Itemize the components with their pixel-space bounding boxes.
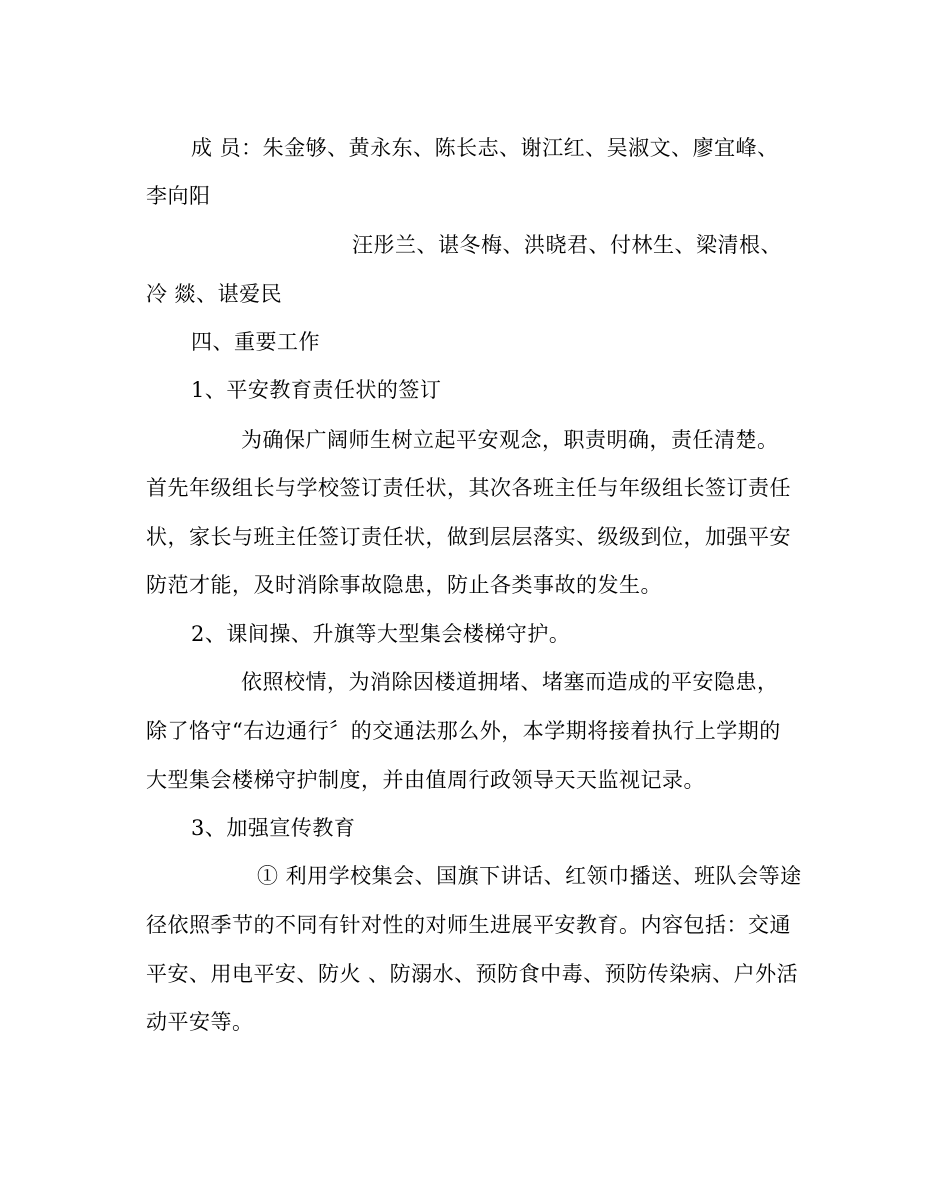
- item-1-heading: 1、平安教育责任状的签订: [191, 378, 442, 402]
- item-2-heading: 2、课间操、升旗等大型集会楼梯守护。: [191, 622, 571, 646]
- members-line-3: 汪彤兰、谌冬梅、洪晓君、付林生、梁清根、: [352, 233, 782, 257]
- item-2-paragraph-line-2: 除了恪守“右边通行〞的交通法那么外，本学期将接着执行上学期的: [146, 719, 781, 743]
- item-3-paragraph-line-4: 动平安等。: [146, 1010, 254, 1034]
- item-3-paragraph-line-1: ① 利用学校集会、国旗下讲话、红领巾播送、班队会等途: [257, 864, 802, 888]
- item-1-paragraph-line-4: 防范才能，及时消除事故隐患，防止各类事故的发生。: [146, 573, 662, 597]
- section-heading: 四、重要工作: [191, 330, 320, 354]
- members-line-4: 冷 燚、谌爱民: [146, 282, 283, 306]
- item-3-paragraph-line-3: 平安、用电平安、防火 、防溺水、预防食中毒、预防传染病、户外活: [146, 962, 799, 986]
- item-1-paragraph-line-2: 首先年级组长与学校签订责任状，其次各班主任与年级组长签订责任: [146, 476, 791, 500]
- item-2-paragraph-line-3: 大型集会楼梯守护制度，并由值周行政领导天天监视记录。: [146, 768, 705, 792]
- item-1-paragraph-line-1: 为确保广阔师生树立起平安观念，职责明确，责任清楚。: [241, 428, 779, 452]
- members-line-2: 李向阳: [146, 184, 211, 208]
- item-3-heading: 3、加强宣传教育: [191, 816, 356, 840]
- item-3-paragraph-line-2: 径依照季节的不同有针对性的对师生进展平安教育。内容包括：交通: [146, 913, 791, 937]
- item-2-paragraph-line-1: 依照校情，为消除因楼道拥堵、堵塞而造成的平安隐患，: [241, 670, 779, 694]
- members-line-1: 成 员：朱金够、黄永东、陈长志、谢江红、吴淑文、廖宜峰、: [191, 136, 779, 160]
- item-1-paragraph-line-3: 状，家长与班主任签订责任状，做到层层落实、级级到位，加强平安: [146, 525, 791, 549]
